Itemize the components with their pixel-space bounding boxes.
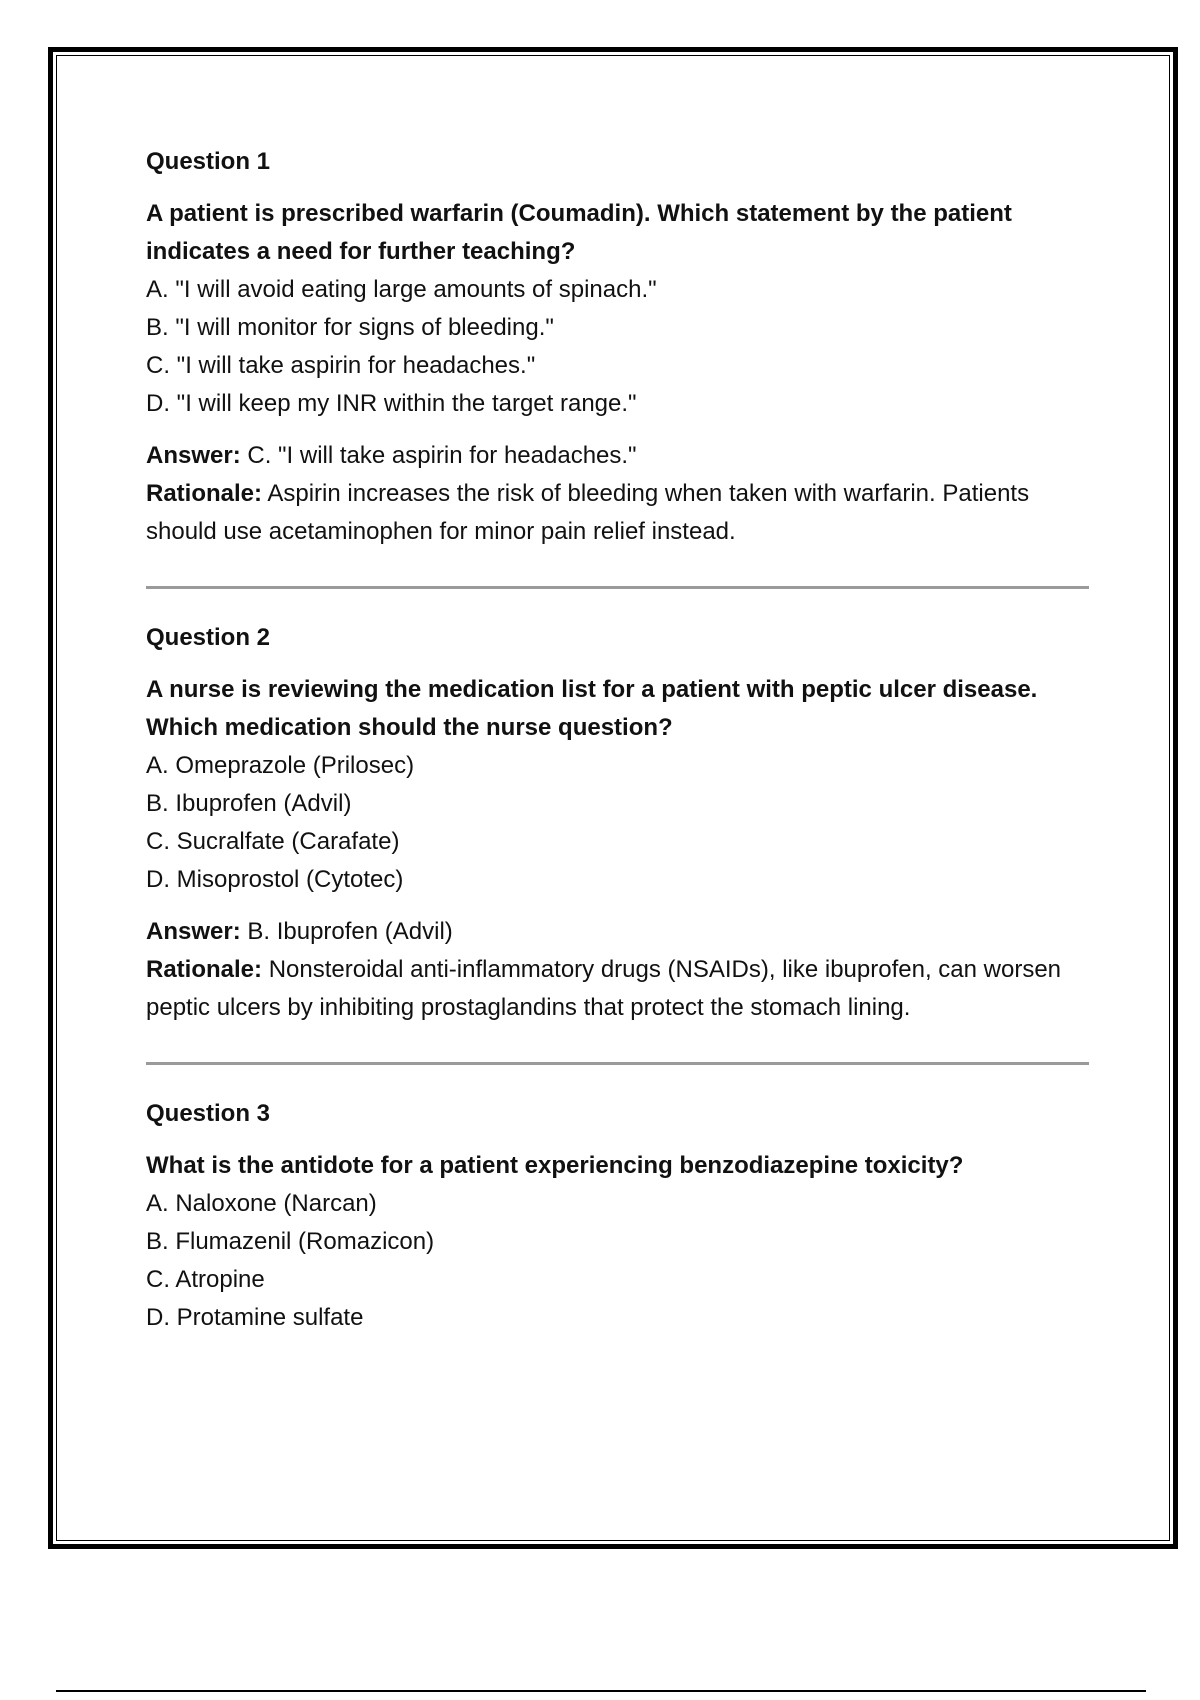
rationale-label: Rationale: (146, 956, 263, 983)
option-b: B. Ibuprofen (Advil) (146, 790, 352, 817)
answer-label: Answer: (146, 918, 241, 945)
option-c: C. Sucralfate (Carafate) (146, 828, 400, 855)
question-2 (146, 619, 1096, 1027)
question-text: What is the antidote for a patient experiencing benzodiazepine toxicity? (146, 1152, 964, 1179)
document-content (146, 143, 1096, 1337)
answer-block (146, 437, 1096, 551)
rationale-text: Nonsteroidal anti-inflammatory drugs (NSAIDs), like ibuprofen, can worsen peptic ulcers by inhibiting prostaglandins that protect the stomach lining. (146, 956, 1062, 1021)
question-heading: Question 3 (146, 1100, 271, 1127)
option-list (146, 271, 1096, 423)
option-d: D. "I will keep my INR within the target range." (146, 390, 637, 417)
answer-block (146, 913, 1096, 1027)
rationale-line (146, 951, 1096, 1027)
option-a: A. "I will avoid eating large amounts of spinach." (146, 276, 657, 303)
option-a: A. Omeprazole (Prilosec) (146, 752, 415, 779)
answer-line (146, 913, 1096, 951)
question-heading: Question 1 (146, 148, 271, 175)
page-bottom-rule (56, 1690, 1146, 1692)
question-text: A patient is prescribed warfarin (Coumadin). Which statement by the patient indicates a need for further teaching? (146, 200, 1012, 265)
rationale-label: Rationale: (146, 480, 263, 507)
option-c: C. Atropine (146, 1266, 265, 1293)
option-d: D. Misoprostol (Cytotec) (146, 866, 404, 893)
option-a: A. Naloxone (Narcan) (146, 1190, 377, 1217)
rationale-line (146, 475, 1096, 551)
answer-text: C. "I will take aspirin for headaches." (247, 442, 637, 469)
option-b: B. "I will monitor for signs of bleeding." (146, 314, 554, 341)
option-list (146, 747, 1096, 899)
question-text: A nurse is reviewing the medication list for a patient with peptic ulcer disease. Which medication should the nurse question? (146, 676, 1038, 741)
option-c: C. "I will take aspirin for headaches." (146, 352, 536, 379)
question-heading: Question 2 (146, 624, 271, 651)
answer-label: Answer: (146, 442, 241, 469)
section-divider (146, 1062, 1089, 1065)
option-b: B. Flumazenil (Romazicon) (146, 1228, 435, 1255)
option-d: D. Protamine sulfate (146, 1304, 364, 1331)
question-1 (146, 143, 1096, 551)
rationale-text: Aspirin increases the risk of bleeding when taken with warfarin. Patients should use acetaminophen for minor pain relief instead. (146, 480, 1030, 545)
option-list (146, 1185, 1096, 1337)
answer-line (146, 437, 1096, 475)
question-3 (146, 1095, 1096, 1337)
answer-text: B. Ibuprofen (Advil) (247, 918, 453, 945)
section-divider (146, 586, 1089, 589)
